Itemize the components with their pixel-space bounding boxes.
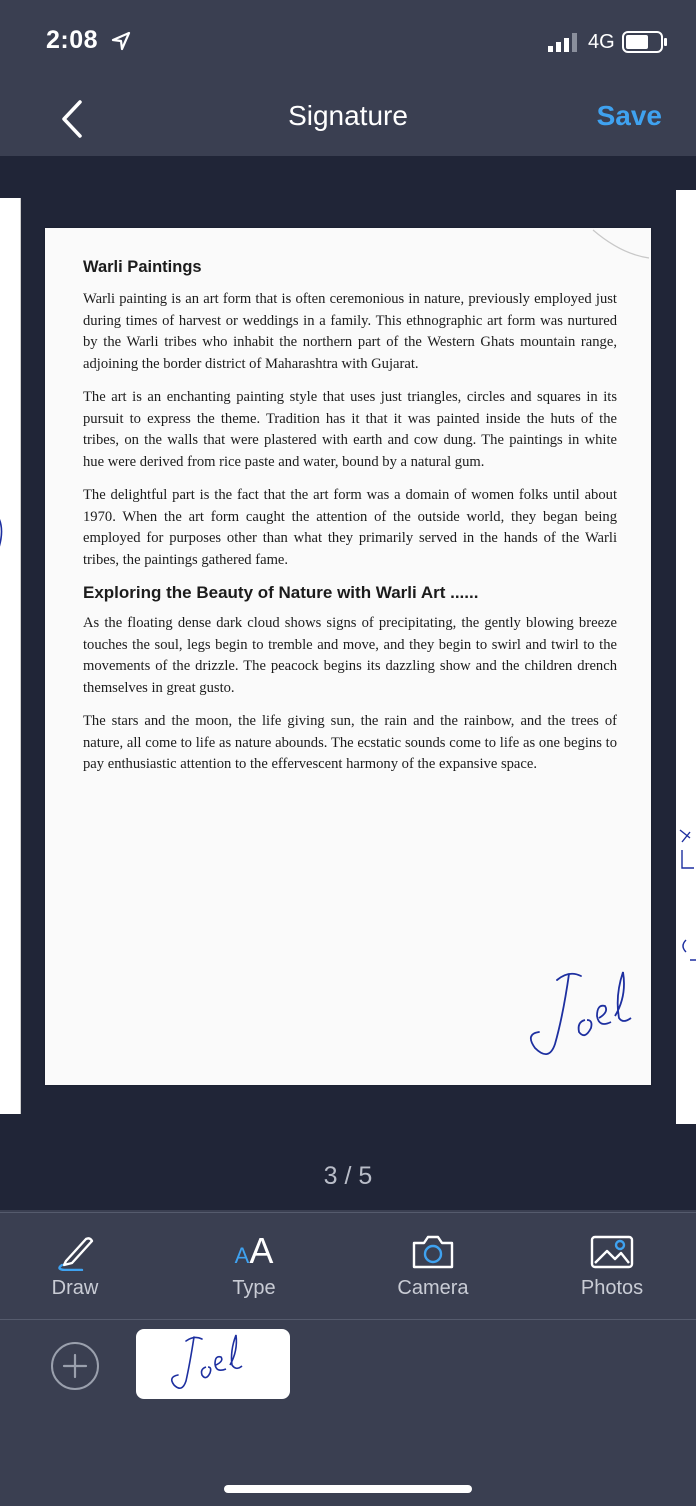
pen-icon [52, 1231, 98, 1271]
page-title: Signature [288, 100, 408, 131]
photo-icon [589, 1231, 635, 1271]
draw-label: Draw [51, 1277, 99, 1299]
saved-signatures [0, 1319, 696, 1506]
previous-page-preview[interactable] [0, 198, 21, 1114]
plus-circle-icon[interactable] [50, 1341, 100, 1391]
ink-mark [0, 506, 10, 566]
cell-signal-icon [548, 33, 578, 52]
status-bar [0, 0, 696, 86]
save-button[interactable]: Save [596, 100, 662, 131]
camera-button[interactable] [363, 1231, 503, 1300]
location-arrow-icon [110, 30, 132, 52]
document-heading: Warli Paintings [83, 258, 202, 276]
battery-icon [622, 31, 668, 53]
draw-button[interactable] [5, 1231, 145, 1300]
document-paragraph: As the floating dense dark cloud shows signs of precipitating, the gently blowing breeze touches the soul, legs begin to tremble and move, and they begin to swirl and twirl to the movements of the drizzle. The peacock begins its dazzling show and the children drench themselves in great gusto. [83, 615, 617, 696]
document-viewer[interactable] [0, 156, 696, 1210]
home-indicator [224, 1485, 472, 1493]
status-time: 2:08 [46, 26, 99, 54]
camera-label: Camera [397, 1277, 469, 1299]
document-page[interactable] [45, 228, 651, 1085]
signature-toolbar [0, 1212, 696, 1320]
saved-signature-thumbnail[interactable] [136, 1329, 290, 1399]
page-content [83, 258, 617, 788]
next-page-preview[interactable] [676, 190, 696, 1124]
document-paragraph: The delightful part is the fact that the art form was a domain of women folks until about 1970. When the art form caught the attention of the outside world, they began being employed for purposes other than what they primarily served in the hands of the Warli tribes, the paintings gathered fame. [83, 487, 617, 568]
document-paragraph: The stars and the moon, the life giving sun, the rain and the rainbow, and the trees of nature, all come to life as nature abounds. The ecstatic sounds come to life as one begins to pay enthusiastic attention to the effervescent harmony of the expansive space. [83, 713, 617, 772]
text-size-icon: AA [234, 1230, 274, 1271]
ink-mark [676, 820, 696, 970]
document-subheading: Exploring the Beauty of Nature with Warli Art ...... [83, 583, 479, 602]
placed-signature[interactable] [515, 966, 635, 1066]
nav-bar [0, 86, 696, 156]
type-label: Type [232, 1277, 276, 1299]
photos-button[interactable] [542, 1231, 682, 1300]
photos-label: Photos [580, 1277, 644, 1299]
document-paragraph: Warli painting is an art form that is often ceremonious in nature, previously employed just during times of harvest or weddings in a family. This ethnographic art form was nurtured by the Warli tribes who inhabit the northern part of the Western Ghats mountain range, adjoining the border district of Maharashtra with Gujarat. [83, 291, 617, 372]
type-button[interactable] [184, 1231, 324, 1300]
network-type: 4G [588, 31, 615, 53]
document-paragraph: The art is an enchanting painting style that uses just triangles, circles and squares in its pursuit to express the theme. Tradition has it that it was painted inside the huts of the tribes, on the walls that were plastered with earth and cow dung. The paintings in white hue were derived from rice paste and water, bound by a natural gum. [83, 389, 617, 470]
signature-image [136, 1329, 290, 1399]
page-curl [591, 228, 651, 260]
camera-icon [410, 1231, 456, 1271]
page-indicator: 3 / 5 [323, 1162, 373, 1190]
